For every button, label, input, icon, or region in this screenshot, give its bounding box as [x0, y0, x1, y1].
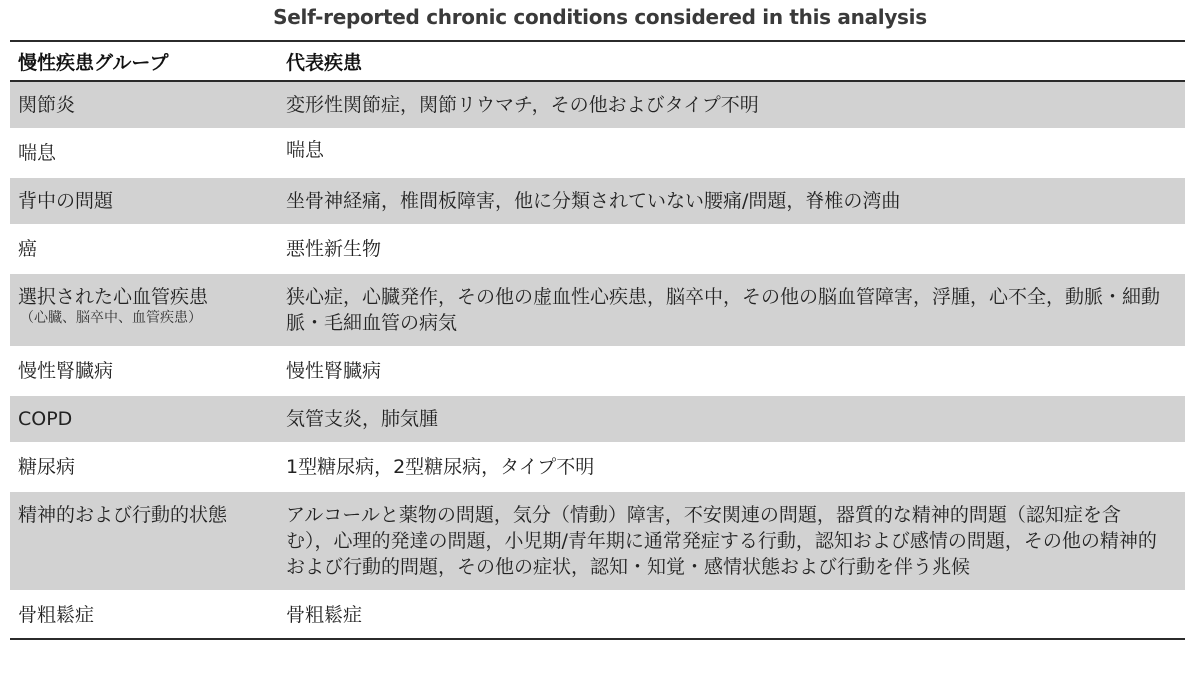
table-row	[10, 130, 1185, 178]
conditions-table	[10, 40, 1185, 640]
table-row	[10, 396, 1185, 444]
group-name: 選択された心血管疾患	[18, 286, 209, 308]
diseases-cell: 慢性腎臓病	[286, 360, 382, 382]
diseases-cell: 骨粗鬆症	[286, 604, 363, 626]
group-cell	[10, 592, 286, 638]
group-name: COPD	[18, 408, 73, 430]
group-cell	[10, 444, 286, 490]
group-name: 喘息	[18, 142, 57, 164]
diseases-cell: アルコールと薬物の問題，気分（情動）障害，不安関連の問題，器質的な精神的問題（認知症を含む），心理的発達の問題，小児期/青年期に通常発症する行動，認知および感情の問題，その他の精神的および行動的問題，その他の症状，認知・知覚・感情状態および行動を伴う兆候	[286, 504, 1157, 578]
group-name: 慢性腎臓病	[18, 360, 114, 382]
group-subtitle: （心臓、脳卒中、血管疾患）	[20, 310, 202, 326]
table-row	[10, 178, 1185, 226]
table-caption: Self-reported chronic conditions considered in this analysis	[273, 5, 927, 29]
group-cell	[10, 226, 286, 272]
diseases-cell: 悪性新生物	[286, 238, 382, 260]
group-cell	[10, 396, 286, 442]
table-row	[10, 226, 1185, 274]
table-row	[10, 274, 1185, 348]
header-representative-diseases: 代表疾患	[286, 51, 363, 74]
group-name: 関節炎	[18, 94, 76, 116]
group-name: 癌	[18, 238, 38, 260]
table-header-row	[10, 42, 1185, 82]
diseases-cell: 1型糖尿病，2型糖尿病，タイプ不明	[286, 456, 595, 478]
header-chronic-group: 慢性疾患グループ	[18, 51, 169, 74]
table-row	[10, 82, 1185, 130]
group-cell	[10, 348, 286, 394]
diseases-cell: 坐骨神経痛，椎間板障害，他に分類されていない腰痛/問題，脊椎の湾曲	[286, 190, 901, 212]
diseases-cell: 変形性関節症，関節リウマチ，その他およびタイプ不明	[286, 94, 759, 116]
diseases-cell: 喘息	[286, 139, 325, 161]
table-row	[10, 492, 1185, 592]
group-cell	[10, 130, 286, 176]
group-name: 糖尿病	[18, 456, 76, 478]
group-name: 精神的および行動的状態	[18, 504, 228, 526]
table-row	[10, 444, 1185, 492]
diseases-cell: 気管支炎，肺気腫	[286, 408, 439, 430]
table-row	[10, 348, 1185, 396]
group-cell	[10, 492, 286, 590]
group-name: 骨粗鬆症	[18, 604, 95, 626]
diseases-cell: 狭心症，心臓発作，その他の虚血性心疾患，脳卒中，その他の脳血管障害，浮腫，心不全，動脈・細動脈・毛細血管の病気	[286, 286, 1161, 334]
group-cell	[10, 82, 286, 128]
group-name: 背中の問題	[18, 190, 114, 212]
group-cell	[10, 274, 286, 346]
group-cell	[10, 178, 286, 224]
table-row	[10, 592, 1185, 638]
